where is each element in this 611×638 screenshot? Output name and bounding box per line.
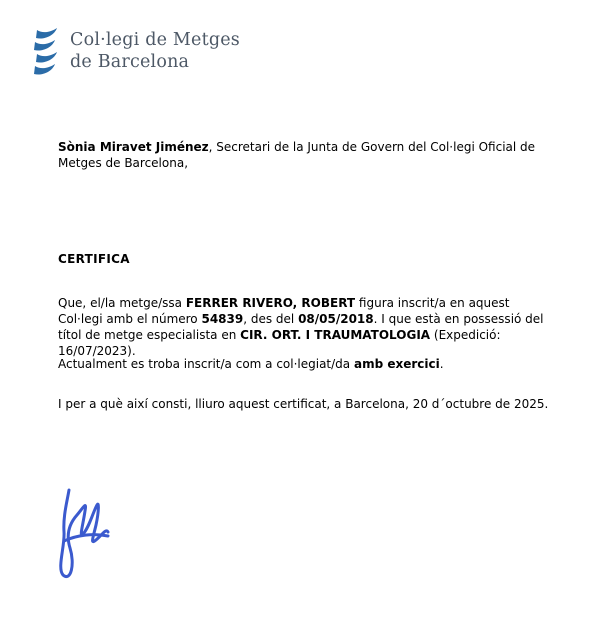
intro-paragraph (58, 139, 550, 171)
doctor-name: FERRER RIVERO, ROBERT (185, 296, 356, 310)
registration-date: 08/05/2018 (298, 312, 374, 326)
member-number: 54839 (201, 312, 244, 326)
secretary-name: Sònia Miravet Jiménez (58, 140, 209, 154)
cmb-spiral-icon (30, 27, 61, 77)
practice-status: amb exercici (353, 357, 440, 371)
closing-paragraph: I per a què així consti, lliuro aquest certificat, a Barcelona, 20 d´octubre de 2025. (58, 397, 549, 411)
certification-paragraph (58, 295, 550, 359)
intro-rest: , Secretari de la Junta de Govern del Col·legi Oficial de Metges de Barcelona, (58, 140, 536, 170)
p2-seg2: . (439, 357, 444, 371)
org-name-line1: Col·legi de Metges (70, 30, 240, 50)
handwritten-signature (55, 484, 115, 584)
specialty-name: CIR. ORT. I TRAUMATOLOGIA (240, 328, 431, 342)
p1-seg3: , des del (243, 312, 299, 326)
p2-seg1: Actualment es troba inscrit/a com a col·legiat/da (58, 357, 354, 371)
certifica-heading: CERTIFICA (58, 252, 130, 266)
p1-seg1: Que, el/la metge/ssa (58, 296, 186, 310)
org-name (70, 27, 240, 73)
p1-seg2: figura inscrit/a en aquest Col·legi amb el número (58, 296, 510, 326)
p1-seg5: (Expedició: 16/07/2023). (58, 328, 501, 358)
org-logo (30, 27, 240, 77)
p1-seg4: . I que està en possessió del títol de metge especialista en (58, 312, 544, 342)
status-paragraph (58, 356, 550, 372)
org-name-line2: de Barcelona (70, 52, 190, 72)
